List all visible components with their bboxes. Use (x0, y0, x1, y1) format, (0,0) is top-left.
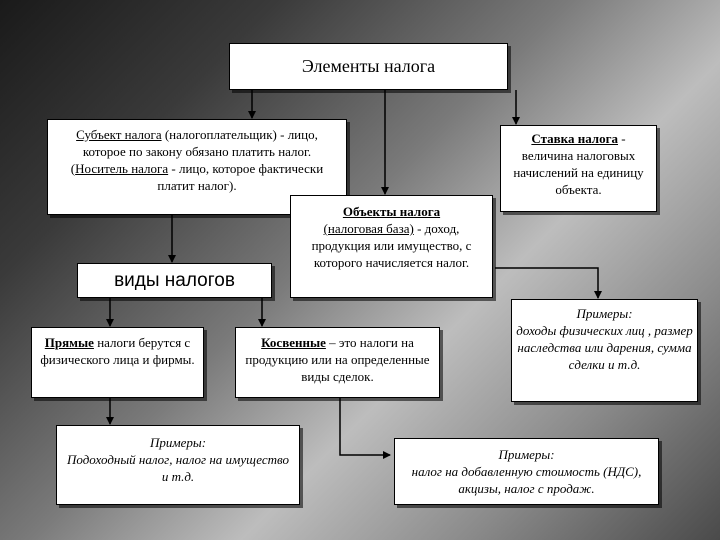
indirect-examples-text: налог на добавленную стоимость (НДС), акцизы, налог с продаж. (411, 464, 642, 496)
kinds-box (77, 263, 272, 298)
subject-term: Субъект налога (76, 127, 162, 142)
indirect-text: – это налоги на продукцию или на определенные виды сделок. (245, 335, 430, 384)
objects-term: Объекты налога (342, 204, 441, 219)
direct-term: Прямые (44, 335, 94, 350)
title-text: Элементы налога (301, 56, 436, 76)
carrier-term: Носитель налога (75, 161, 169, 176)
carrier-text: - лицо, которое фактически платит налог). (157, 161, 324, 193)
direct-box (31, 327, 204, 398)
rate-text: - величина налоговых начислений на единицу объекта. (513, 131, 644, 197)
subject-text: (налогоплательщик) - лицо, которое по закону обязано платить налог. (82, 127, 318, 159)
rate-box (500, 125, 657, 212)
direct-examples-box (56, 425, 300, 505)
direct-text: налоги берутся с физического лица и фирмы. (40, 335, 195, 367)
rate-examples-box (511, 299, 698, 402)
title-box (229, 43, 508, 90)
rate-examples-label: Примеры: (576, 306, 633, 321)
indirect-box (235, 327, 440, 398)
direct-examples-text: Подоходный налог, налог на имущество и т.д. (67, 452, 289, 484)
arrow-indirect-to-examples (340, 398, 390, 455)
indirect-term: Косвенные (261, 335, 326, 350)
subject-paren: ( (70, 161, 76, 176)
objects-box (290, 195, 493, 298)
objects-text: - доход, продукция или имущество, с которого начисляется налог. (311, 221, 472, 270)
indirect-examples-label: Примеры: (498, 447, 555, 462)
indirect-examples-box (394, 438, 659, 505)
direct-examples-label: Примеры: (149, 435, 207, 450)
rate-examples-text: доходы физических лиц , размер наследства или дарения, сумма сделки и т.д. (516, 323, 693, 372)
objects-term2: (налоговая база) (323, 221, 414, 236)
rate-term: Ставка налога (531, 131, 619, 146)
arrow-rate-to-examples (495, 268, 598, 298)
kinds-label: виды налогов (114, 270, 235, 291)
